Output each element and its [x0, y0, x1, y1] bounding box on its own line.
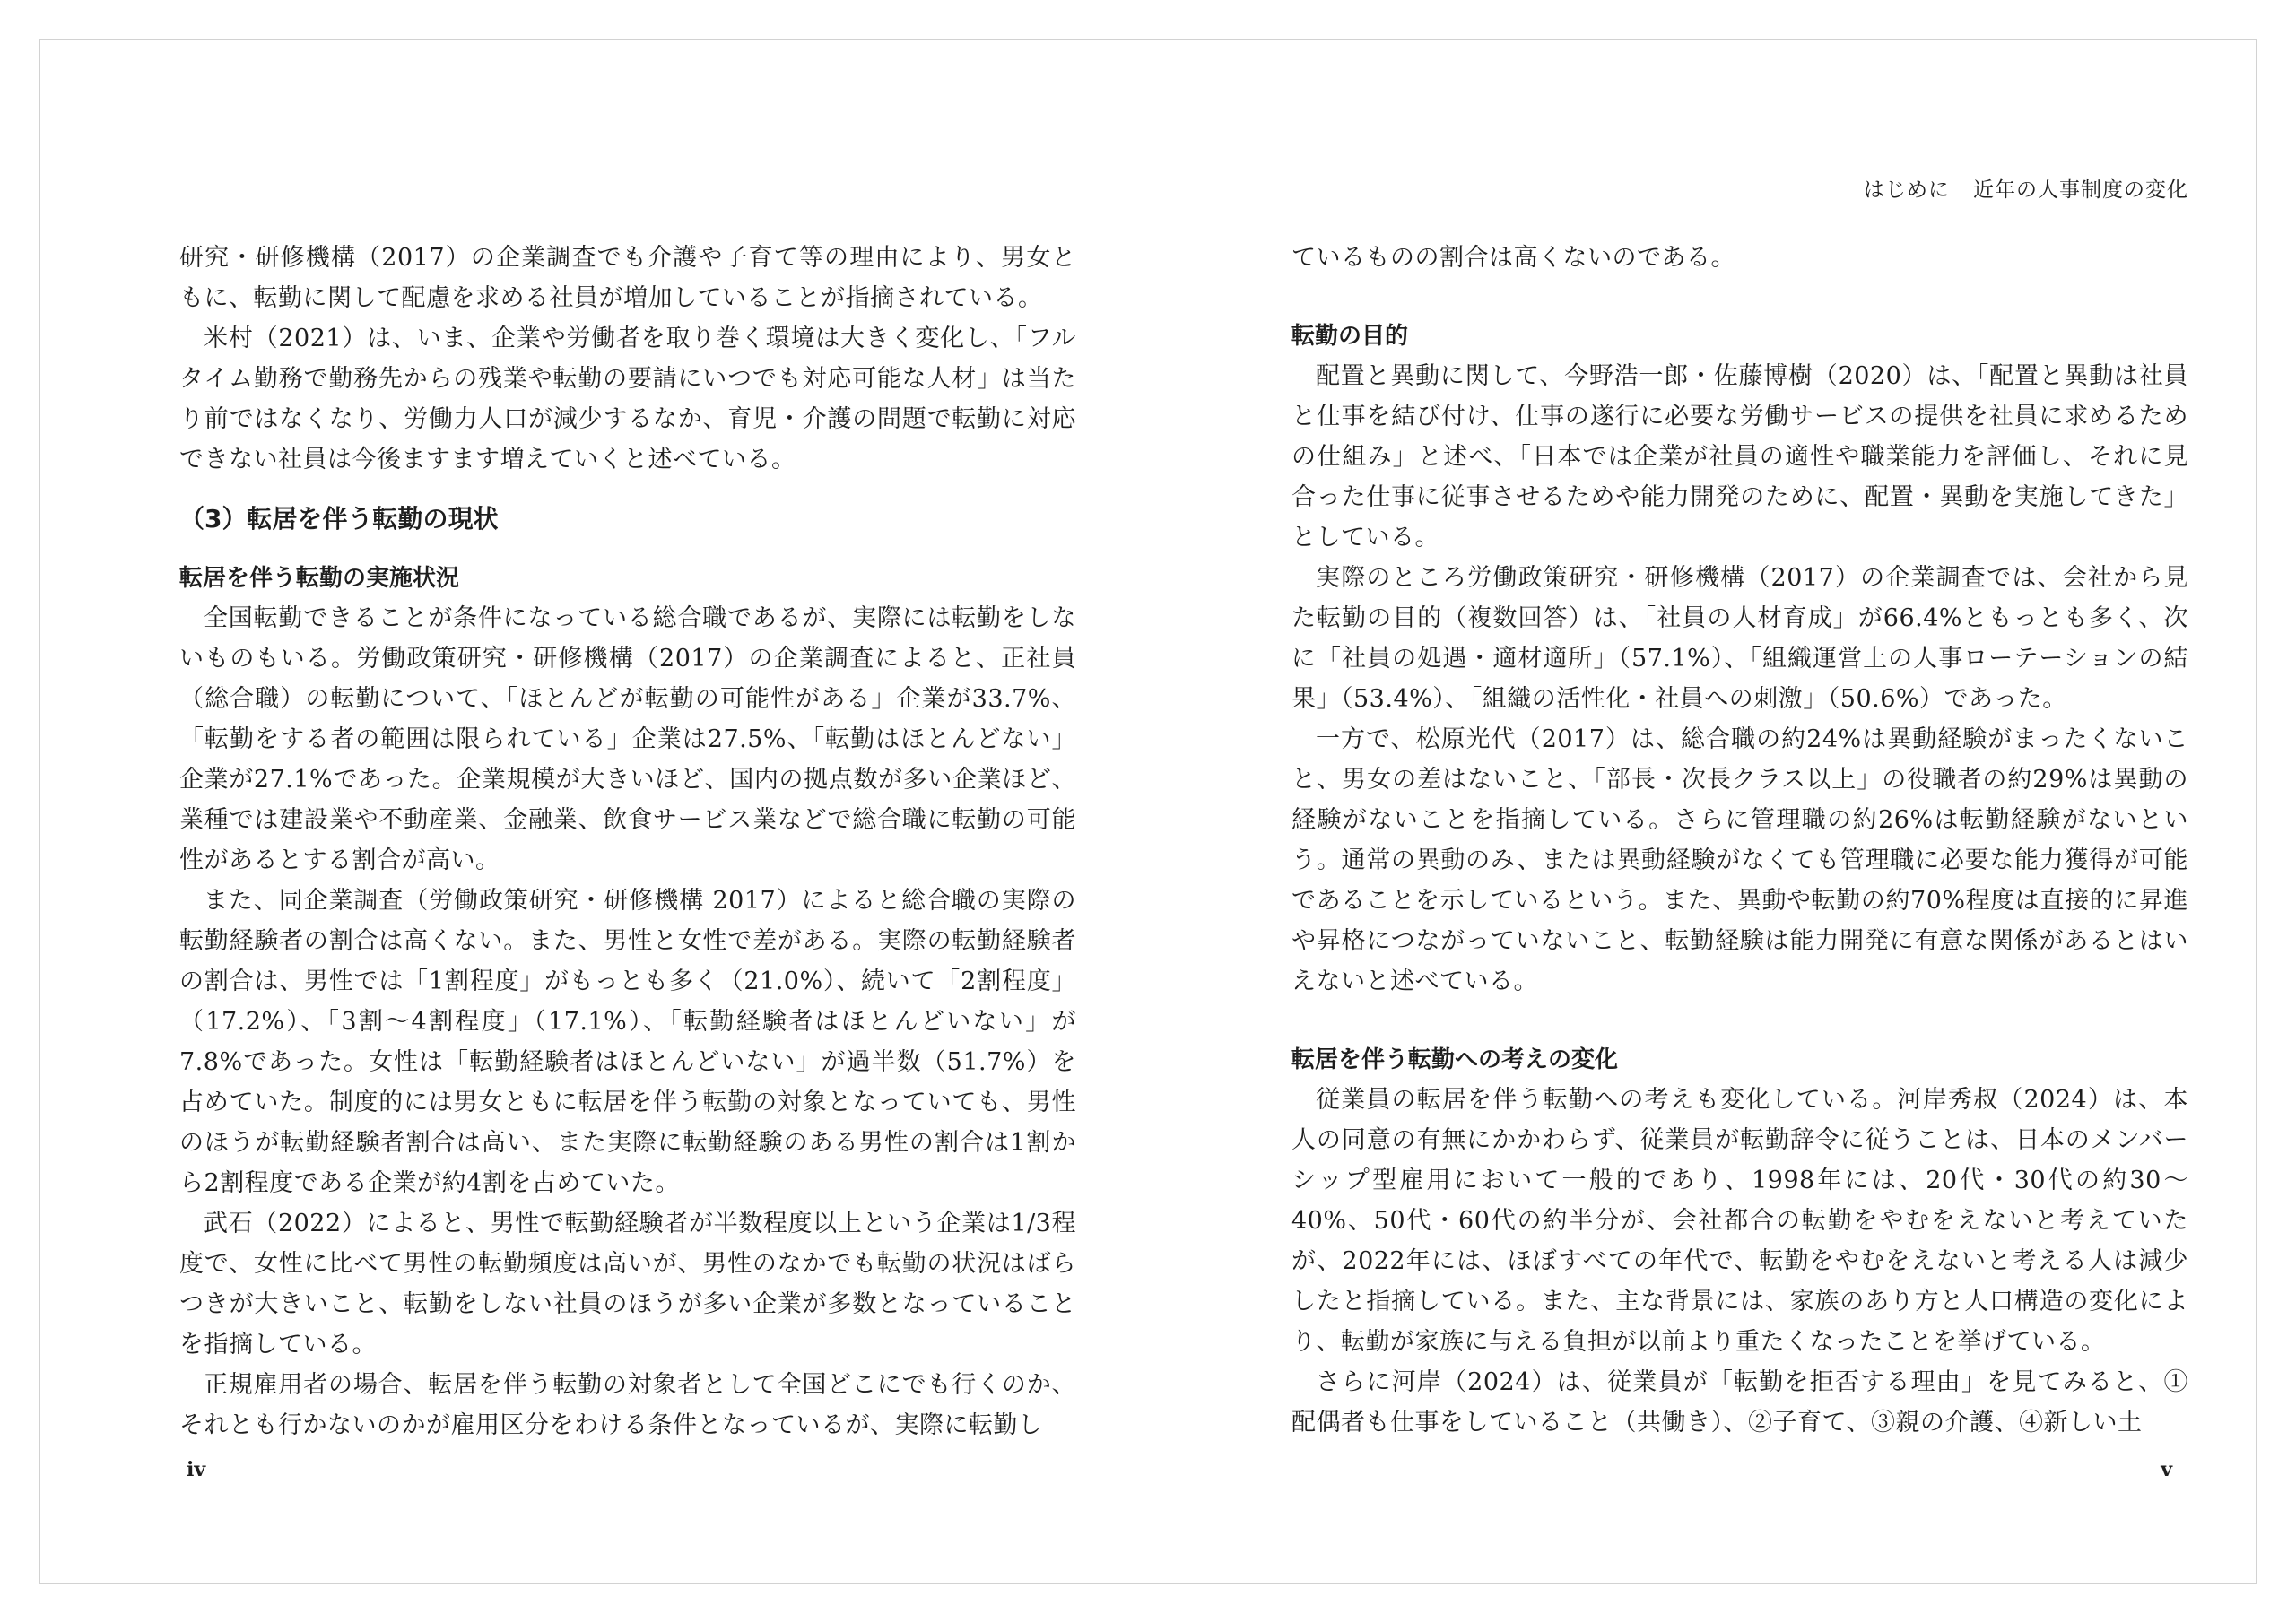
- paragraph: 従業員の転居を伴う転勤への考えも変化している。河岸秀叔（2024）は、本人の同意の有無にかかわらず、従業員が転勤辞令に従うことは、日本のメンバーシップ型雇用において一般的であり、1998年には、20代・30代の約30〜40%、50代・60代の約半分が、会社都合の転勤をやむをえないと考えていたが、2022年には、ほぼすべての年代で、転勤をやむをえないと考える人は減少したと指摘している。また、主な背景には、家族のあり方と人口構造の変化により、転勤が家族に与える負担が以前より重たくなったことを挙げている。: [1292, 1086, 2188, 1356]
- paragraph: 武石（2022）によると、男性で転勤経験者が半数程度以上という企業は1/3程度で、女性に比べて男性の転勤頻度は高いが、男性のなかでも転勤の状況はばらつきが大きいこと、転勤をしない社員のほうが多い企業が多数となっていることを指摘している。: [179, 1210, 1076, 1358]
- left-page-body: [179, 238, 1076, 1445]
- paragraph: 実際のところ労働政策研究・研修機構（2017）の企業調査では、会社から見た転勤の目的（複数回答）は、「社員の人材育成」が66.4%ともっとも多く、次に「社員の処遇・適材適所」（57.1%）、「組織運営上の人事ローテーションの結果」（53.4%）、「組織の活性化・社員への刺激」（50.6%）であった。: [1292, 564, 2188, 713]
- page-number: v: [2161, 1458, 2172, 1481]
- subheading: 転居を伴う転勤の実施状況: [179, 565, 460, 592]
- book-spread: [39, 39, 2257, 1584]
- paragraph: さらに河岸（2024）は、従業員が「転勤を拒否する理由」を見てみると、①配偶者も仕事をしていること（共働き）、②子育て、③親の介護、④新しい土: [1292, 1368, 2188, 1436]
- paragraph: 正規雇用者の場合、転居を伴う転勤の対象者として全国どこにでも行くのか、それとも行かないのかが雇用区分をわける条件となっているが、実際に転勤し: [179, 1371, 1076, 1439]
- paragraph: 全国転勤できることが条件になっている総合職であるが、実際には転勤をしないものもいる。労働政策研究・研修機構（2017）の企業調査によると、正社員（総合職）の転勤について、「ほとんどが転勤の可能性がある」企業が33.7%、「転勤をする者の範囲は限られている」企業は27.5%、「転勤はほとんどない」企業が27.1%であった。企業規模が大きいほど、国内の拠点数が多い企業ほど、業種では建設業や不動産業、金融業、飲食サービス業などで総合職に転勤の可能性があるとする割合が高い。: [179, 604, 1076, 874]
- subheading: 転勤の目的: [1292, 323, 1409, 350]
- section-heading: （3）転居を伴う転勤の現状: [179, 504, 499, 534]
- running-header-chapter: はじめに: [1864, 178, 1950, 202]
- running-header-title: 近年の人事制度の変化: [1973, 178, 2188, 202]
- paragraph: 一方で、松原光代（2017）は、総合職の約24%は異動経験がまったくないこと、男女の差はないこと、「部長・次長クラス以上」の役職者の約29%は異動の経験がないことを指摘している。さらに管理職の約26%は転勤経験がないという。通常の異動のみ、または異動経験がなくても管理職に必要な能力獲得が可能であることを示しているという。また、異動や転勤の約70%程度は直接的に昇進や昇格につながっていないこと、転勤経験は能力開発に有意な関係があるとはいえないと述べている。: [1292, 725, 2188, 995]
- right-page-body: [1292, 238, 2188, 1443]
- running-header: [1864, 173, 2188, 203]
- paragraph: 米村（2021）は、いま、企業や労働者を取り巻く環境は大きく変化し、「フルタイム勤務で勤務先からの残業や転勤の要請にいつでも対応可能な人材」は当たり前ではなくなり、労働力人口が減少するなか、育児・介護の問題で転勤に対応できない社員は今後ますます増えていくと述べている。: [179, 325, 1076, 473]
- paragraph: ているものの割合は高くないのである。: [1292, 244, 1735, 272]
- paragraph: 配置と異動に関して、今野浩一郎・佐藤博樹（2020）は、「配置と異動は社員と仕事を結び付け、仕事の遂行に必要な労働サービスの提供を社員に求めるための仕組み」と述べ、「日本では企業が社員の適性や職業能力を評価し、それに見合った仕事に従事させるためや能力開発のために、配置・異動を実施してきた」としている。: [1292, 362, 2188, 551]
- page-number: iv: [187, 1458, 206, 1481]
- paragraph: 研究・研修機構（2017）の企業調査でも介護や子育て等の理由により、男女ともに、転勤に関して配慮を求める社員が増加していることが指摘されている。: [179, 244, 1076, 312]
- subheading: 転居を伴う転勤への考えの変化: [1292, 1046, 1619, 1073]
- paragraph: また、同企業調査（労働政策研究・研修機構 2017）によると総合職の実際の転勤経験者の割合は高くない。また、男性と女性で差がある。実際の転勤経験者の割合は、男性では「1割程度」がもっとも多く（21.0%）、続いて「2割程度」（17.2%）、「3割〜4割程度」（17.1%）、「転勤経験者はほとんどいない」が7.8%であった。女性は「転勤経験者はほとんどいない」が過半数（51.7%）を占めていた。制度的には男女ともに転居を伴う転勤の対象となっていても、男性のほうが転勤経験者割合は高い、また実際に転勤経験のある男性の割合は1割から2割程度である企業が約4割を占めていた。: [179, 887, 1076, 1197]
